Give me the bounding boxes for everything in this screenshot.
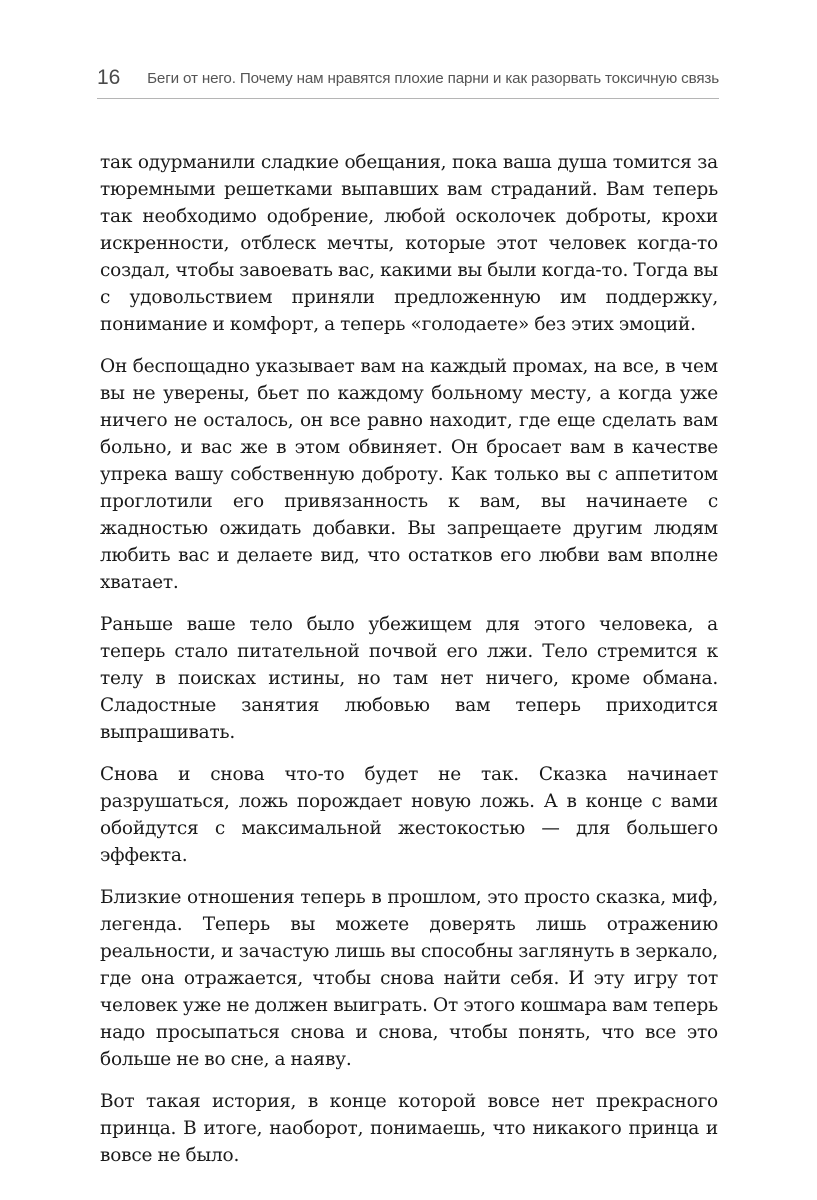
running-title: Беги от него. Почему нам нравятся плохие парни и как разорвать токсичную связь xyxy=(147,70,719,87)
body-text xyxy=(100,149,718,1169)
paragraph-5: Близкие отношения теперь в прошлом, это просто сказка, миф, легенда. Теперь вы можете доверять лишь отражению реальности, и зачастую лишь вы способны заглянуть в зеркало, где она отражается, чтобы снова найти себя. И эту игру тот человек уже не должен выиграть. От этого кошмара вам теперь надо просыпаться снова и снова, чтобы понять, что все это больше не во сне, а наяву. xyxy=(100,887,718,1070)
paragraph-4: Снова и снова что-то будет не так. Сказка начинает разрушаться, ложь порождает новую ложь. А в конце с вами обойдутся с максимальной жестокостью — для большего эффекта. xyxy=(100,764,718,866)
paragraph-3: Раньше ваше тело было убежищем для этого человека, а теперь стало питательной почвой его лжи. Тело стремится к телу в поисках истины, но там нет ничего, кроме обмана. Сладостные занятия любовью вам теперь приходится выпрашивать. xyxy=(100,614,718,743)
paragraph-2: Он беспощадно указывает вам на каждый промах, на все, в чем вы не уверены, бьет по каждому больному месту, а когда уже ничего не осталось, он все равно находит, где еще сделать вам больно, и вас же в этом обвиняет. Он бросает вам в качестве упрека вашу собственную доброту. Как только вы с аппетитом проглотили его привязанность к вам, вы начинаете с жадностью ожидать добавки. Вы запрещаете другим людям любить вас и делаете вид, что остатков его любви вам вполне хватает. xyxy=(100,356,718,593)
paragraph-6: Вот такая история, в конце которой вовсе нет прекрасного принца. В итоге, наоборот, понимаешь, что никакого принца и вовсе не было. xyxy=(100,1091,718,1166)
paragraph-1: так одурманили сладкие обещания, пока ваша душа томится за тюремными решетками выпавших вам страданий. Вам теперь так необходимо одобрение, любой осколочек доброты, крохи искренности, отблеск мечты, которые этот человек когда-то создал, чтобы завоевать вас, какими вы были когда-то. Тогда вы с удовольствием приняли предложенную им поддержку, понимание и комфорт, а теперь «голодаете» без этих эмоций. xyxy=(100,152,718,335)
page-header xyxy=(97,62,719,96)
header-divider xyxy=(97,98,719,99)
page-number: 16 xyxy=(97,66,121,89)
